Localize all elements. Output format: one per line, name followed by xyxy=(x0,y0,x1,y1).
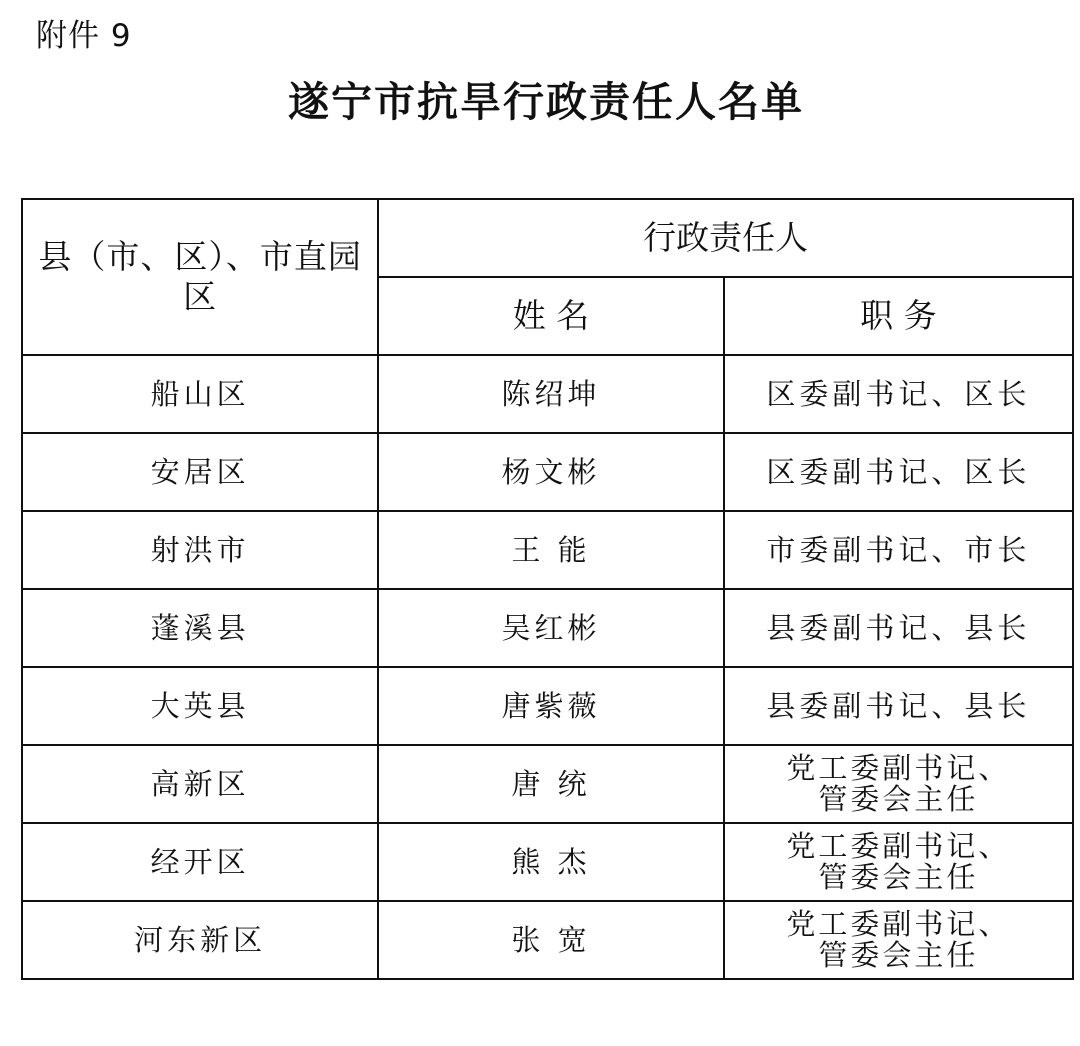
table-row xyxy=(22,667,1073,745)
cell-position-line1: 党工委副书记、 xyxy=(786,907,1011,941)
attachment-label: 附件 9 xyxy=(36,18,132,54)
header-name: 姓 名 xyxy=(378,277,723,355)
cell-name: 唐紫薇 xyxy=(378,667,723,745)
cell-position-line2: 管委会主任 xyxy=(818,782,979,816)
cell-position xyxy=(724,823,1073,901)
cell-name: 张 宽 xyxy=(378,901,723,979)
cell-region: 经开区 xyxy=(22,823,378,901)
cell-position-line2: 管委会主任 xyxy=(818,938,979,972)
table-row xyxy=(22,355,1073,433)
header-position: 职 务 xyxy=(724,277,1073,355)
table-row xyxy=(22,433,1073,511)
cell-position: 县委副书记、县长 xyxy=(724,589,1073,667)
cell-position: 县委副书记、县长 xyxy=(724,667,1073,745)
table-row xyxy=(22,511,1073,589)
cell-name: 熊 杰 xyxy=(378,823,723,901)
cell-position xyxy=(724,745,1073,823)
cell-position-line1: 党工委副书记、 xyxy=(786,751,1011,785)
cell-region: 船山区 xyxy=(22,355,378,433)
cell-name: 唐 统 xyxy=(378,745,723,823)
document-title: 遂宁市抗旱行政责任人名单 xyxy=(288,78,804,126)
header-region: 县（市、区）、市直园区 xyxy=(22,199,378,355)
table-row xyxy=(22,589,1073,667)
cell-position xyxy=(724,901,1073,979)
cell-region: 大英县 xyxy=(22,667,378,745)
table-row xyxy=(22,823,1073,901)
table-row xyxy=(22,901,1073,979)
cell-position-line2: 管委会主任 xyxy=(818,860,979,894)
header-responsible-person: 行政责任人 xyxy=(378,199,1073,277)
cell-position: 市委副书记、市长 xyxy=(724,511,1073,589)
cell-region: 蓬溪县 xyxy=(22,589,378,667)
cell-position: 区委副书记、区长 xyxy=(724,433,1073,511)
cell-name: 杨文彬 xyxy=(378,433,723,511)
cell-region: 安居区 xyxy=(22,433,378,511)
cell-position-line1: 党工委副书记、 xyxy=(786,829,1011,863)
cell-name: 王 能 xyxy=(378,511,723,589)
cell-region: 高新区 xyxy=(22,745,378,823)
cell-name: 陈绍坤 xyxy=(378,355,723,433)
cell-name: 吴红彬 xyxy=(378,589,723,667)
table-row xyxy=(22,745,1073,823)
responsibility-table xyxy=(21,198,1074,980)
cell-region: 射洪市 xyxy=(22,511,378,589)
cell-position: 区委副书记、区长 xyxy=(724,355,1073,433)
cell-region: 河东新区 xyxy=(22,901,378,979)
